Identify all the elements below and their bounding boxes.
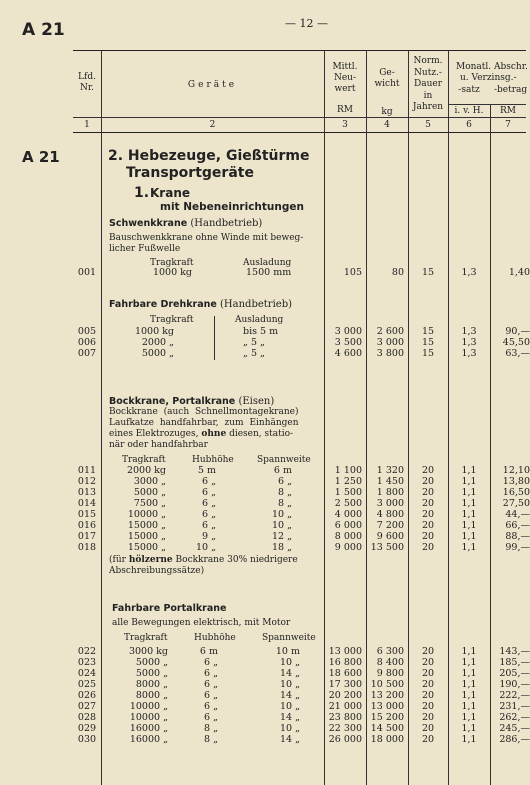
row-satz: 1,1 (461, 712, 477, 723)
col-header-dauer: Norm. Nutz.- Dauer in Jahren (412, 56, 444, 112)
row-number: 007 (77, 348, 97, 359)
bock-desc-3: eines Elektrozuges, ohne diesen, statio- (109, 429, 294, 439)
bock-desc-1: Bockkrane (auch Schnellmontagekrane) (109, 407, 299, 417)
dreh-inner-divider (214, 316, 215, 360)
row-betrag: 63,— (505, 348, 530, 359)
row-betrag: 99,— (505, 542, 530, 553)
row-neuwert: 3 500 (334, 337, 362, 348)
row-number: 011 (77, 465, 97, 476)
dreh-col-trag: Tragkraft (150, 315, 194, 325)
table-number-rule (73, 132, 526, 133)
row-number: 022 (77, 646, 97, 657)
section-title-line2: Transportgeräte (126, 165, 254, 181)
col-number-5: 5 (425, 120, 431, 130)
row-satz: 1,3 (461, 337, 477, 348)
row-hub: 6 „ (202, 498, 216, 509)
row-betrag: 88,— (505, 531, 530, 542)
col-header-satz: -satz (458, 85, 480, 95)
table-top-rule (73, 50, 526, 51)
row-gewicht: 1 800 (376, 487, 404, 498)
bock-col-spann: Spannweite (257, 455, 311, 465)
row-betrag: 185,— (499, 657, 530, 668)
row-satz: 1,1 (461, 487, 477, 498)
row-number: 015 (77, 509, 97, 520)
row-trag: 15000 „ (127, 520, 166, 531)
row-neuwert: 3 000 (334, 326, 362, 337)
row-gewicht: 8 400 (376, 657, 404, 668)
row-hub: 6 m (199, 646, 218, 657)
row-hub: 6 „ (204, 701, 218, 712)
row-dauer: 20 (421, 690, 435, 701)
row-spann: 10 „ (279, 679, 300, 690)
bock-desc-4: när oder handfahrbar (109, 440, 208, 450)
row-neuwert: 2 500 (334, 498, 362, 509)
bock-col-hub: Hubhöhe (192, 455, 234, 465)
row-gewicht: 3 000 (376, 337, 404, 348)
col-header-neuwert: Mittl. Neu- wert (332, 62, 358, 94)
schwenk-desc-2: licher Fußwelle (109, 244, 181, 254)
row-satz: 1,1 (461, 668, 477, 679)
row-satz: 1,1 (461, 520, 477, 531)
row-betrag: 190,— (499, 679, 530, 690)
row-satz: 1,1 (461, 701, 477, 712)
row-dauer: 20 (421, 723, 435, 734)
row-betrag: 13,80 (502, 476, 530, 487)
row-number: 027 (77, 701, 97, 712)
row-trag: 8000 „ (135, 679, 168, 690)
row-spann: 10 „ (279, 701, 300, 712)
row-neuwert: 18 600 (328, 668, 362, 679)
row-gewicht: 3 800 (376, 348, 404, 359)
row-dauer: 15 (421, 337, 435, 348)
row-dauer: 15 (421, 326, 435, 337)
row-number: 016 (77, 520, 97, 531)
subsection-title2: mit Nebeneinrichtungen (160, 201, 304, 213)
col-number-3: 3 (342, 120, 348, 130)
col-number-7: 7 (505, 120, 511, 130)
row-satz: 1,1 (461, 509, 477, 520)
row-betrag: 44,— (505, 509, 530, 520)
row-hub: 6 „ (204, 668, 218, 679)
row-number: 014 (77, 498, 97, 509)
row-betrag: 12,10 (502, 465, 530, 476)
row-betrag: 16,50 (502, 487, 530, 498)
row-spann: 6 m (273, 465, 292, 476)
row-dauer: 20 (421, 657, 435, 668)
row-number: 025 (77, 679, 97, 690)
row-neuwert: 13 000 (328, 646, 362, 657)
col-header-geraete: Geräte (187, 80, 238, 90)
row-trag: 16000 „ (129, 723, 168, 734)
row-number: 030 (77, 734, 97, 745)
row-number: 012 (77, 476, 97, 487)
row-number: 026 (77, 690, 97, 701)
row-trag: 10000 „ (129, 701, 168, 712)
row-hub: 8 „ (204, 734, 218, 745)
row-dauer: 20 (421, 646, 435, 657)
col-header-betrag: -betrag (494, 85, 528, 95)
row-spann: 8 „ (278, 498, 292, 509)
col-unit-betrag: RM (500, 106, 516, 116)
row-trag: 1000 kg (152, 267, 192, 278)
dreh-col-ausl: Ausladung (235, 315, 284, 325)
portal-col-trag: Tragkraft (124, 633, 168, 643)
row-trag: 2000 kg (126, 465, 166, 476)
row-spann: 14 „ (279, 712, 300, 723)
col-number-4: 4 (384, 120, 390, 130)
portal-col-spann: Spannweite (262, 633, 316, 643)
row-gewicht: 9 600 (376, 531, 404, 542)
row-dauer: 15 (421, 348, 435, 359)
row-trag: 15000 „ (127, 542, 166, 553)
row-hub: 9 „ (202, 531, 216, 542)
row-gewicht: 13 000 (370, 701, 404, 712)
row-betrag: 27,50 (502, 498, 530, 509)
row-neuwert: 26 000 (328, 734, 362, 745)
row-satz: 1,1 (461, 657, 477, 668)
row-trag: 5000 „ (135, 668, 168, 679)
row-number: 017 (77, 531, 97, 542)
row-satz: 1,3 (461, 348, 477, 359)
row-number: 023 (77, 657, 97, 668)
row-number: 006 (77, 337, 97, 348)
bock-note-1: (für hölzerne Bockkrane 30% niedrigere (109, 555, 298, 565)
row-trag: 8000 „ (135, 690, 168, 701)
row-trag: 10000 „ (127, 509, 166, 520)
abschr-subrule (448, 104, 526, 105)
row-spann: 14 „ (279, 668, 300, 679)
row-number: 029 (77, 723, 97, 734)
row-gewicht: 4 800 (376, 509, 404, 520)
row-dauer: 20 (421, 701, 435, 712)
col-header-gewicht: Ge- wicht (374, 68, 400, 89)
row-neuwert: 23 800 (328, 712, 362, 723)
portal-col-hub: Hubhöhe (194, 633, 236, 643)
row-hub: 6 „ (202, 487, 216, 498)
row-betrag: 1,40 (508, 267, 530, 278)
section-code: A 21 (22, 148, 60, 166)
row-satz: 1,3 (461, 326, 477, 337)
row-hub: 10 „ (195, 542, 216, 553)
page-number: — 12 — (285, 17, 328, 30)
col-number-2: 2 (209, 120, 216, 130)
row-trag: 7500 „ (133, 498, 166, 509)
row-spann: 10 „ (279, 723, 300, 734)
row-satz: 1,1 (461, 476, 477, 487)
row-dauer: 20 (421, 734, 435, 745)
row-hub: 6 „ (204, 712, 218, 723)
col-number-6: 6 (466, 120, 472, 130)
row-dauer: 20 (421, 531, 435, 542)
row-neuwert: 21 000 (328, 701, 362, 712)
row-number: 013 (77, 487, 97, 498)
col-unit-neuwert: RM (337, 105, 353, 115)
row-neuwert: 16 800 (328, 657, 362, 668)
row-neuwert: 1 250 (334, 476, 362, 487)
row-ausl: 1500 mm (246, 267, 292, 278)
row-gewicht: 1 320 (376, 465, 404, 476)
row-gewicht: 7 200 (376, 520, 404, 531)
row-trag: 5000 „ (135, 657, 168, 668)
col-header-abschr: Monatl. Abschr. u. Verzinsg.- (456, 62, 528, 83)
bock-heading: Bockkrane, Portalkrane (Eisen) (109, 396, 275, 407)
row-number: 018 (77, 542, 97, 553)
row-gewicht: 9 800 (376, 668, 404, 679)
row-number: 024 (77, 668, 97, 679)
row-betrag: 90,— (505, 326, 530, 337)
row-gewicht: 3 000 (376, 498, 404, 509)
schwenk-col-trag: Tragkraft (150, 258, 194, 268)
row-satz: 1,1 (461, 542, 477, 553)
row-hub: 6 „ (202, 509, 216, 520)
row-neuwert: 17 300 (328, 679, 362, 690)
row-dauer: 20 (421, 509, 435, 520)
row-betrag: 262,— (499, 712, 530, 723)
row-trag: 3000 „ (133, 476, 166, 487)
row-satz: 1,1 (461, 723, 477, 734)
row-neuwert: 6 000 (334, 520, 362, 531)
row-gewicht: 18 000 (370, 734, 404, 745)
row-gewicht: 14 500 (370, 723, 404, 734)
row-satz: 1,1 (461, 679, 477, 690)
row-trag: 2000 „ (141, 337, 174, 348)
row-neuwert: 20 200 (328, 690, 362, 701)
row-neuwert: 4 000 (334, 509, 362, 520)
row-trag: 1000 kg (134, 326, 174, 337)
row-satz: 1,1 (461, 531, 477, 542)
row-gewicht: 13 500 (370, 542, 404, 553)
row-dauer: 20 (421, 542, 435, 553)
row-dauer: 20 (421, 679, 435, 690)
row-satz: 1,3 (461, 267, 477, 278)
row-betrag: 143,— (499, 646, 530, 657)
row-dauer: 20 (421, 712, 435, 723)
row-spann: 10 „ (271, 520, 292, 531)
row-betrag: 45,50 (502, 337, 530, 348)
row-hub: 6 „ (204, 657, 218, 668)
row-hub: 6 „ (202, 476, 216, 487)
table-header-rule (73, 117, 526, 118)
bock-note-2: Abschreibungssätze) (109, 566, 205, 576)
row-spann: 10 „ (271, 509, 292, 520)
row-betrag: 231,— (499, 701, 530, 712)
row-betrag: 205,— (499, 668, 530, 679)
row-satz: 1,1 (461, 690, 477, 701)
row-spann: 10 m (275, 646, 300, 657)
row-gewicht: 13 200 (370, 690, 404, 701)
subsection-title1: Krane (150, 186, 190, 200)
page-section-code: A 21 (22, 20, 65, 40)
row-satz: 1,1 (461, 734, 477, 745)
row-neuwert: 9 000 (334, 542, 362, 553)
row-trag: 16000 „ (129, 734, 168, 745)
row-neuwert: 22 300 (328, 723, 362, 734)
row-satz: 1,1 (461, 646, 477, 657)
col-divider-1 (101, 50, 102, 785)
row-gewicht: 2 600 (376, 326, 404, 337)
row-number: 028 (77, 712, 97, 723)
row-dauer: 20 (421, 668, 435, 679)
row-spann: 8 „ (278, 487, 292, 498)
row-spann: 18 „ (271, 542, 292, 553)
bock-col-trag: Tragkraft (122, 455, 166, 465)
row-trag: 15000 „ (127, 531, 166, 542)
row-hub: 6 „ (204, 679, 218, 690)
row-hub: 6 „ (204, 690, 218, 701)
row-spann: 14 „ (279, 690, 300, 701)
row-ausl: bis 5 m (243, 326, 279, 337)
row-number: 001 (77, 267, 97, 278)
dreh-heading: Fahrbare Drehkrane (Handbetrieb) (109, 299, 292, 310)
row-gewicht: 15 200 (370, 712, 404, 723)
row-neuwert: 8 000 (334, 531, 362, 542)
row-neuwert: 4 600 (334, 348, 362, 359)
row-dauer: 15 (421, 267, 435, 278)
row-gewicht: 80 (391, 267, 404, 278)
row-satz: 1,1 (461, 465, 477, 476)
portal-desc: alle Bewegungen elektrisch, mit Motor (112, 618, 291, 628)
row-trag: 5000 „ (141, 348, 174, 359)
row-ausl: „ 5 „ (243, 337, 265, 348)
col-unit-satz: i. v. H. (454, 106, 484, 116)
row-satz: 1,1 (461, 498, 477, 509)
portal-heading: Fahrbare Portalkrane (112, 603, 227, 614)
col-number-1: 1 (84, 120, 90, 130)
schwenk-heading: Schwenkkrane (Handbetrieb) (109, 218, 263, 229)
row-dauer: 20 (421, 498, 435, 509)
row-gewicht: 10 500 (370, 679, 404, 690)
row-trag: 5000 „ (133, 487, 166, 498)
row-hub: 5 m (197, 465, 216, 476)
col-header-lfd: Lfd. Nr. (78, 72, 96, 93)
col-unit-gewicht: kg (381, 107, 393, 117)
row-trag: 10000 „ (129, 712, 168, 723)
row-number: 005 (77, 326, 97, 337)
row-dauer: 20 (421, 476, 435, 487)
row-dauer: 20 (421, 487, 435, 498)
row-hub: 8 „ (204, 723, 218, 734)
section-title-line1: 2. Hebezeuge, Gießtürme (108, 148, 310, 164)
row-betrag: 245,— (499, 723, 530, 734)
row-spann: 14 „ (279, 734, 300, 745)
row-gewicht: 1 450 (376, 476, 404, 487)
bock-desc-2: Laufkatze handfahrbar, zum Einhängen (109, 418, 299, 428)
row-neuwert: 1 100 (334, 465, 362, 476)
row-dauer: 20 (421, 465, 435, 476)
row-neuwert: 105 (343, 267, 362, 278)
row-dauer: 20 (421, 520, 435, 531)
row-spann: 10 „ (279, 657, 300, 668)
row-gewicht: 6 300 (376, 646, 404, 657)
row-betrag: 66,— (505, 520, 530, 531)
schwenk-desc-1: Bauschwenkkrane ohne Winde mit beweg- (109, 233, 304, 243)
row-neuwert: 1 500 (334, 487, 362, 498)
row-spann: 12 „ (271, 531, 292, 542)
subsection-number: 1. (134, 185, 150, 201)
row-ausl: „ 5 „ (243, 348, 265, 359)
row-betrag: 222,— (499, 690, 530, 701)
row-hub: 6 „ (202, 520, 216, 531)
row-trag: 3000 kg (128, 646, 168, 657)
row-betrag: 286,— (499, 734, 530, 745)
schwenk-col-ausl: Ausladung (243, 258, 292, 268)
row-spann: 6 „ (278, 476, 292, 487)
